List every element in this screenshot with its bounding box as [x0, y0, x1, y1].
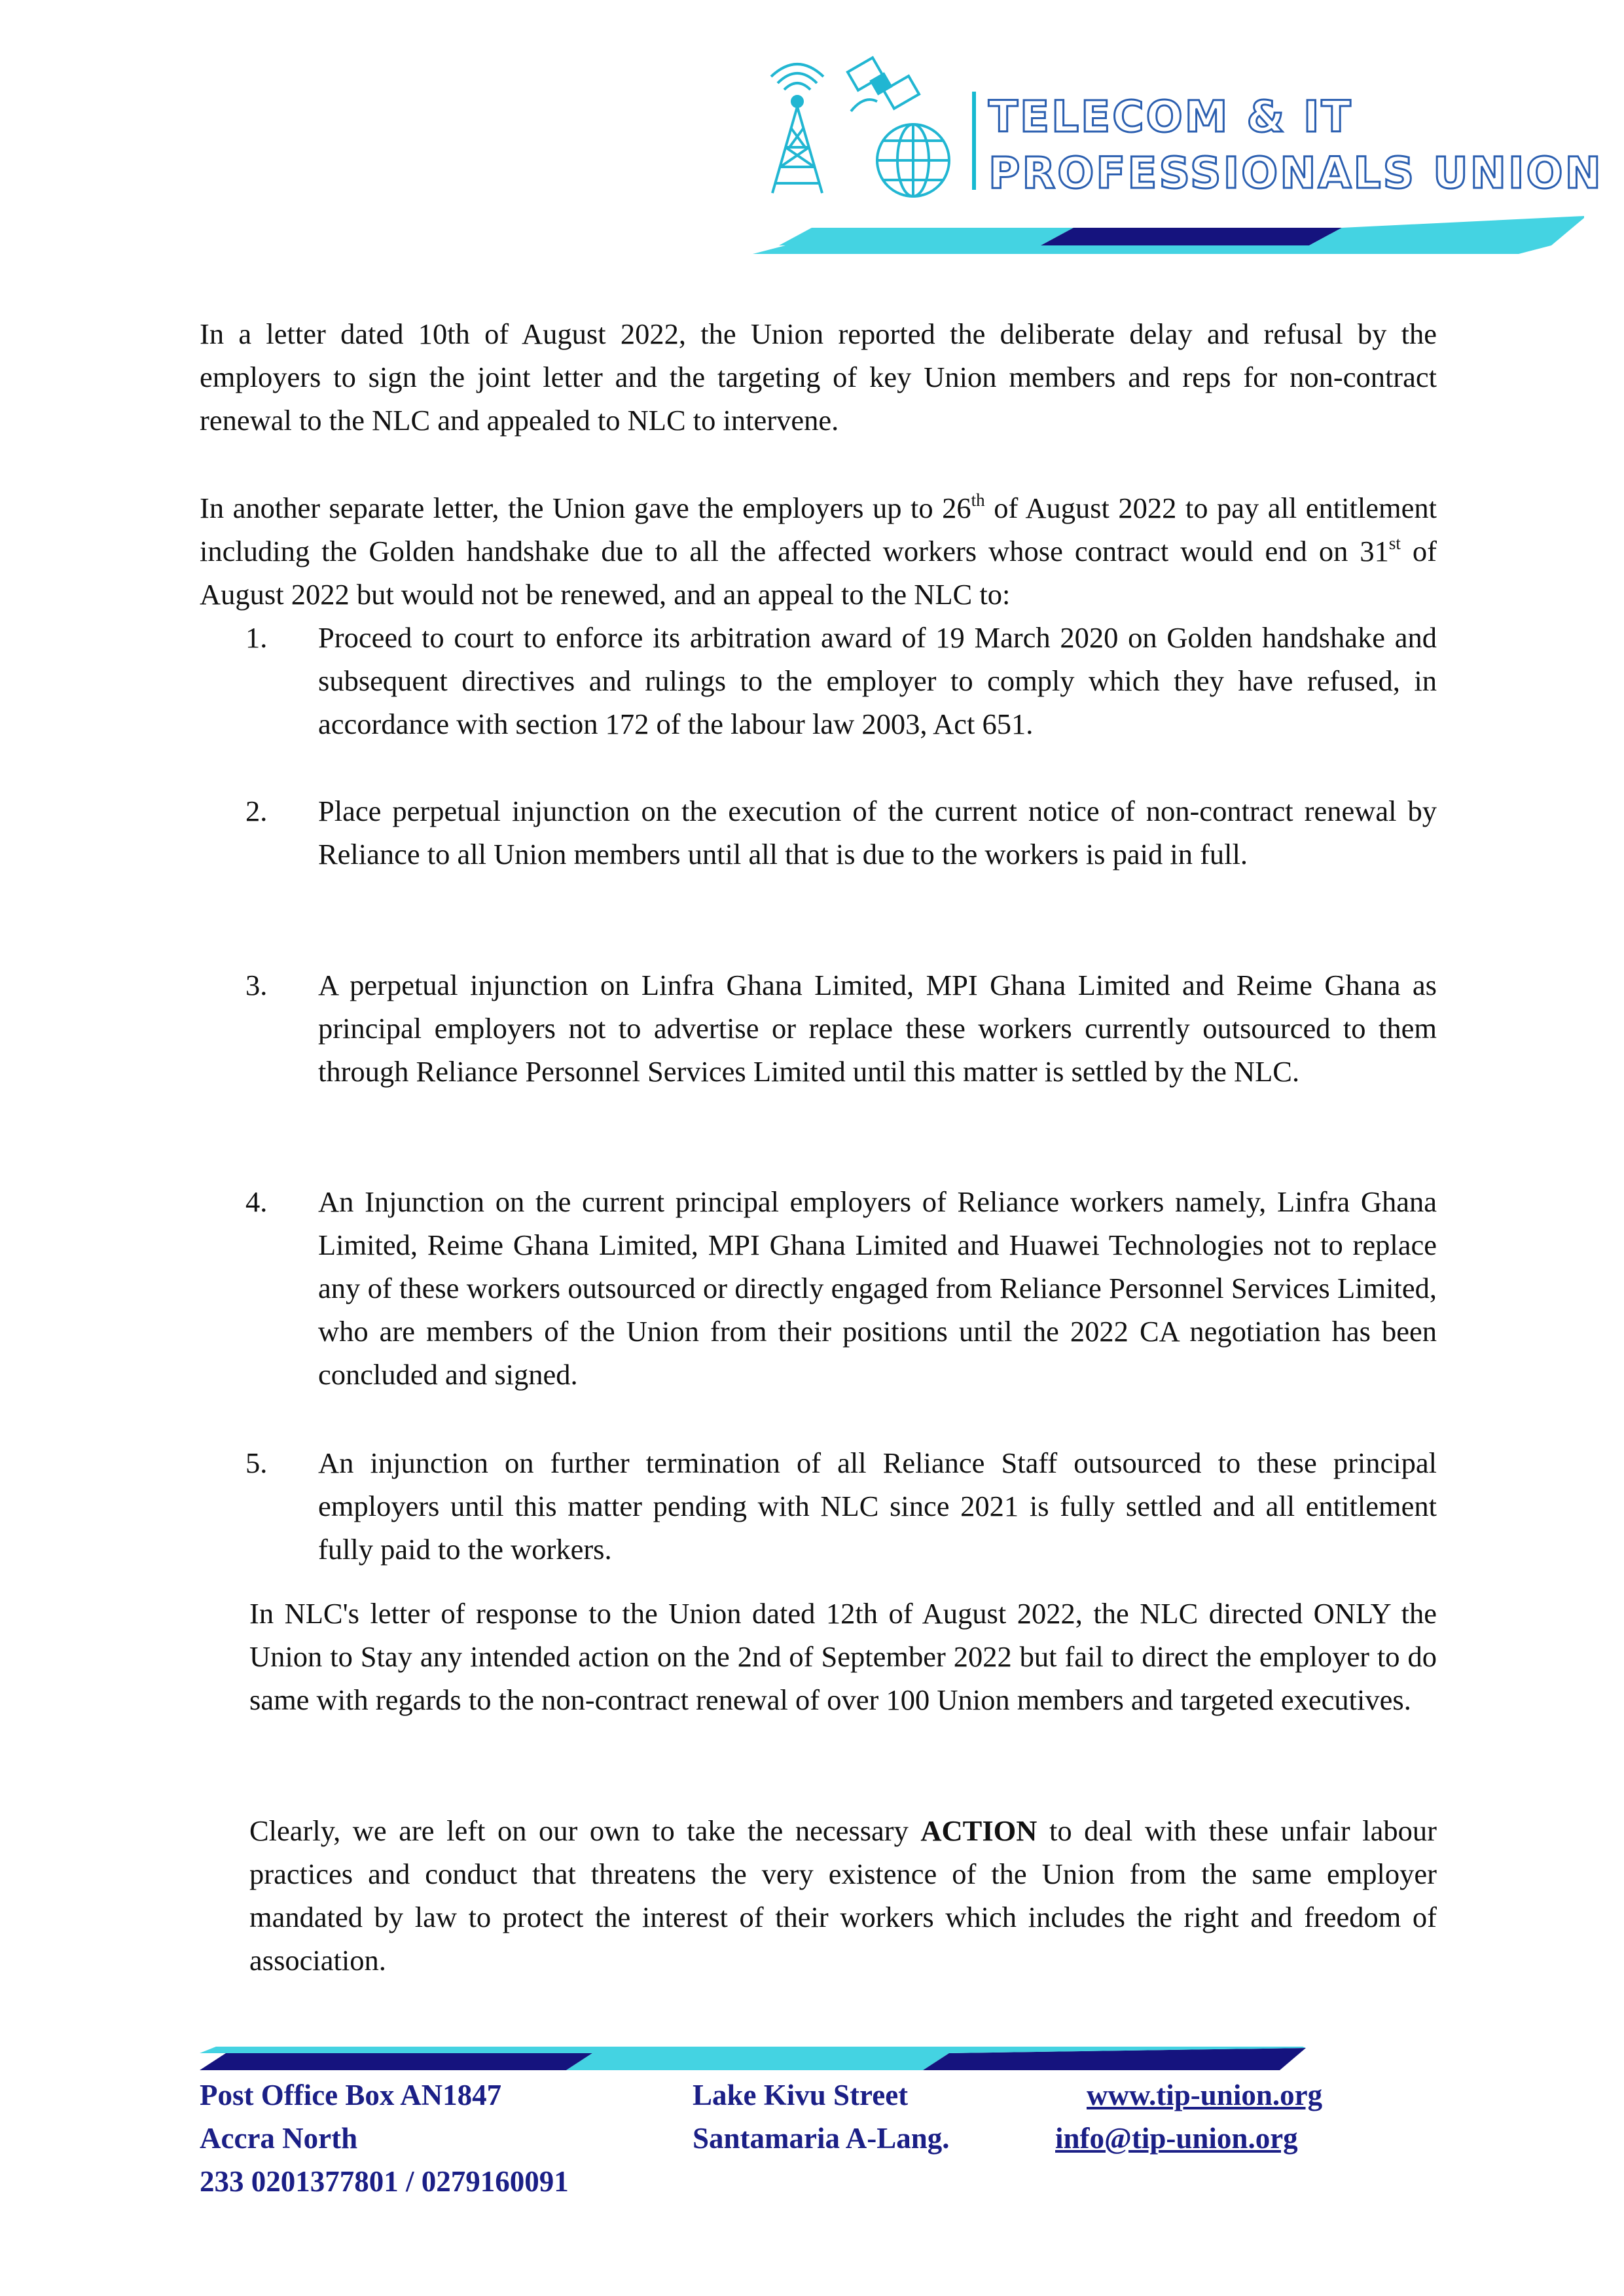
ordinal-suffix: st	[1388, 533, 1401, 553]
para-2-text-1: In another separate letter, the Union gave the employers up to 26	[200, 492, 971, 524]
paragraph-action	[249, 1809, 1437, 1982]
footer-city: Accra North	[200, 2122, 358, 2155]
ordinal-suffix: th	[971, 490, 985, 510]
para-2-text-3: of August 2022 but would not be renewed, and an appeal to the NLC to:	[200, 535, 1437, 611]
list-number: 2.	[245, 795, 268, 827]
para-4-text-2: to deal with these unfair labour practices and conduct that threatens the very existence of the Union from the same employer mandated by law to protect the interest of their workers which includes the right and freedom of association.	[249, 1814, 1437, 1977]
footer-address	[200, 2073, 569, 2203]
para-2-text-2: of August 2022 to pay all entitlement including the Golden handshake due to all the affected workers whose contract would end on 31	[200, 492, 1437, 567]
list-number: 1.	[245, 621, 268, 654]
list-text: A perpetual injunction on Linfra Ghana Limited, MPI Ghana Limited and Reime Ghana as principal employers not to advertise or replace these workers currently outsourced to them through Reliance Personnel Services Limited until this matter is settled by the NLC.	[318, 969, 1437, 1088]
footer-po-box: Post Office Box AN1847	[200, 2079, 502, 2111]
list-number: 5.	[245, 1446, 268, 1479]
footer-phone: 233 0201377801 / 0279160091	[200, 2165, 569, 2198]
list-number: 3.	[245, 969, 268, 1001]
email-link[interactable]: info@tip-union.org	[1055, 2122, 1298, 2155]
paragraph-separate-letter	[200, 486, 1437, 616]
list-text: Proceed to court to enforce its arbitration award of 19 March 2020 on Golden handshake and subsequent directives and rulings to the employer to comply which they have refused, in accordance with section 172 of the labour law 2003, Act 651.	[318, 621, 1437, 740]
footer-street	[693, 2073, 950, 2160]
footer-stripe	[0, 2039, 1624, 2072]
list-text: An Injunction on the current principal employers of Reliance workers namely, Linfra Ghana Limited, Reime Ghana Limited, MPI Ghana Limited and Huawei Technologies not to replace any of these workers outsourced or directly engaged from Reliance Personnel Services Limited, who are members of the Union from their positions until the 2022 CA negotiation has been concluded and signed.	[318, 1185, 1437, 1391]
logo-title-line-2: PROFESSIONALS UNION	[988, 148, 1603, 198]
list-text: Place perpetual injunction on the execution of the current notice of non-contract renewal by Reliance to all Union members until all that is due to the workers is paid in full.	[318, 795, 1437, 870]
list-number: 4.	[245, 1185, 268, 1218]
footer-street-line-1: Lake Kivu Street	[693, 2079, 909, 2111]
logo-title-line-1: TELECOM & IT	[988, 92, 1353, 142]
footer-street-line-2: Santamaria A-Lang.	[693, 2122, 950, 2155]
paragraph-nlc-response: In NLC's letter of response to the Union dated 12th of August 2022, the NLC directed ONLY the Union to Stay any intended action on the 2nd of September 2022 but fail to direct the employer to do same with regards to the non-contract renewal of over 100 Union members and targeted executives.	[249, 1597, 1437, 1716]
para-4-text-1: Clearly, we are left on our own to take the necessary	[249, 1814, 921, 1847]
action-emphasis: ACTION	[920, 1814, 1038, 1847]
website-link[interactable]: www.tip-union.org	[1087, 2079, 1323, 2111]
paragraph-august-10-letter: In a letter dated 10th of August 2022, the Union reported the deliberate delay and refusal by the employers to sign the joint letter and the targeting of key Union members and reps for non-contract renewal to the NLC and appealed to NLC to intervene.	[200, 317, 1437, 437]
list-text: An injunction on further termination of all Reliance Staff outsourced to these principal employers until this matter pending with NLC since 2021 is fully settled and all entitlement fully paid to the workers.	[318, 1446, 1437, 1566]
